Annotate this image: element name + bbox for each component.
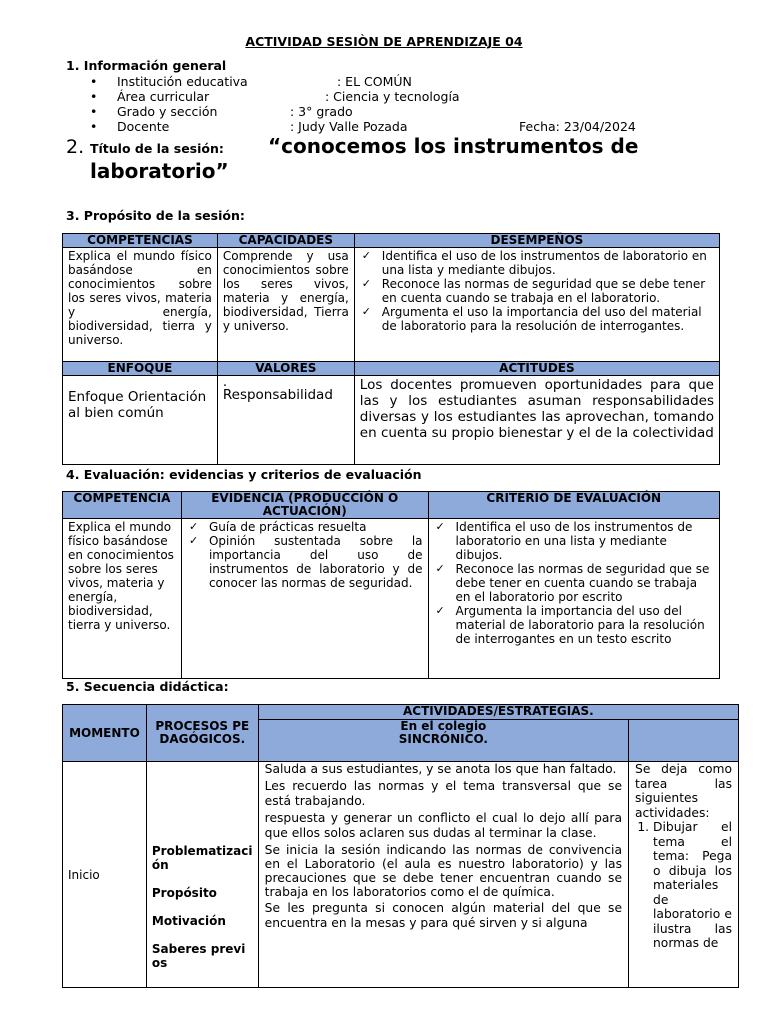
enfoque-header-row (63, 362, 720, 376)
header-desempenos: DESEMPEÑOS (354, 234, 719, 248)
purpose-table (62, 233, 720, 465)
tarea-cell (629, 762, 739, 988)
bullet-icon: • (90, 104, 98, 119)
check-icon: ✓ (188, 520, 199, 533)
header-valores: VALORES (217, 362, 354, 376)
header-evidencia: EVIDENCIA (PRODUCCIÓN O ACTUACIÓN) (181, 492, 428, 519)
info-label: Grado y sección (117, 104, 218, 119)
header-momento: MOMENTO (63, 705, 147, 762)
check-icon: ✓ (188, 534, 199, 547)
check-icon: ✓ (435, 562, 445, 575)
proceso-saberes: Saberes previos (151, 942, 246, 970)
criterio-item: ✓ Identifica el uso de los instrumentos de laboratorio en una lista y mediante dibujos. (435, 520, 693, 562)
evidencias-cell (181, 519, 428, 679)
desempeno-item: ✓ Reconoce las normas de seguridad que se debe tener en cuenta cuando se trabaja en el laboratorio. (361, 277, 706, 305)
proceso-motivacion: Motivación (151, 914, 226, 928)
proceso-problematizacion: Problematización (151, 844, 253, 872)
header-competencia: COMPETENCIA (63, 492, 182, 519)
actividades-cell (258, 762, 628, 988)
check-icon: ✓ (435, 604, 445, 617)
criterio-item: ✓ Argumenta la importancia del uso del material de laboratorio para la resolución de interrogantes en un testo escrito (435, 604, 705, 646)
purpose-header-row (63, 234, 720, 248)
evaluation-row (63, 519, 720, 679)
enfoque-row (63, 376, 720, 465)
inicio-row (63, 762, 739, 988)
header-competencias: COMPETENCIAS (63, 234, 218, 248)
actividad-p3: respuesta y generar un conflicto el cual lo dejo allí para que ellos solos aclaren sus dudas al terminar la clase. (264, 811, 623, 840)
section-5-heading: 5. Secuencia didáctica: (66, 679, 229, 694)
header-capacidades: CAPACIDADES (217, 234, 354, 248)
info-label: Área curricular (117, 89, 210, 104)
desempenos-cell (354, 248, 719, 362)
section-3-heading: 3. Propósito de la sesión: (66, 208, 245, 223)
info-value: : Judy Valle Pozada (290, 119, 408, 134)
enfoque-cell: Enfoque Orientación al bien común (63, 376, 218, 465)
criterio-item: ✓ Reconoce las normas de seguridad que se debe tener en cuenta cuando se trabaja en el laboratorio por escrito (435, 562, 710, 604)
date-text: Fecha: 23/04/2024 (519, 119, 636, 134)
document-title: ACTIVIDAD SESIÒN DE APRENDIZAJE 04 (245, 34, 523, 49)
proceso-proposito: Propósito (151, 886, 217, 900)
evidencia-item: ✓ Guía de prácticas resuelta (188, 520, 367, 534)
info-label: Docente (117, 119, 170, 134)
bullet-icon: • (90, 89, 98, 104)
eval-competencia-cell: Explica el mundo físico basándose en conocimientos sobre los seres vivos, materia y energía, biodiversidad, tierra y universo. (63, 519, 182, 679)
actividad-p4: Se inicia la sesión indicando las normas de convivencia en el Laboratorio (el aula es nuestro laboratorio) y las precauciones que se debe tener encuentran cuando se trabaja en los laboratorios como el de química. (264, 843, 623, 899)
desempeno-item: ✓ Identifica el uso de los instrumentos de laboratorio en una lista y mediante dibujos. (361, 249, 707, 277)
actividad-p5: Se les pregunta si conocen algún material del que se encuentra en la mesas y para qué sirven y si alguna (264, 901, 623, 930)
check-icon: ✓ (435, 520, 445, 533)
actitudes-cell: Los docentes promueven oportunidades para que las y los estudiantes asuman responsabilidades diversas y los estudiantes las aprovechan, tomando en cuenta su propio bienestar y el de la colectividad (354, 376, 719, 465)
check-icon: ✓ (361, 277, 372, 290)
header-empty (629, 720, 739, 762)
session-title-line2: laboratorio” (90, 159, 229, 183)
info-value: : Ciencia y tecnología (325, 89, 460, 104)
actividad-p1: Saluda a sus estudiantes, y se anota los que han faltado. (264, 762, 617, 776)
info-value: : 3° grado (290, 104, 353, 119)
section-1-heading: 1. Información general (66, 58, 227, 73)
procesos-cell (146, 762, 258, 988)
header-criterio: CRITERIO DE EVALUACIÓN (428, 492, 719, 519)
section-4-heading: 4. Evaluación: evidencias y criterios de evaluación (66, 467, 422, 482)
evaluation-table (62, 491, 720, 679)
tarea-list (635, 820, 732, 951)
competencia-cell: Explica el mundo físico basándose en conocimientos sobre los seres vivos, materia y energía, biodiversidad, tierra y universo. (63, 248, 218, 362)
tarea-intro: Se deja como tarea las siguientes actividades: (635, 762, 732, 820)
header-enfoque: ENFOQUE (63, 362, 218, 376)
evaluation-header-row (63, 492, 720, 519)
sequence-table (62, 704, 739, 988)
capacidades-cell: Comprende y usa conocimientos sobre los seres vivos, materia y energía, biodiversidad, Tierra y universo. (217, 248, 354, 362)
header-actividades: ACTIVIDADES/ESTRATEGIAS. (258, 705, 738, 720)
info-label: Institución educativa (117, 74, 248, 89)
purpose-row (63, 248, 720, 362)
header-colegio: En el colegio SINCRÓNICO. (258, 720, 628, 762)
check-icon: ✓ (361, 305, 372, 318)
info-value: : EL COMÚN (337, 74, 412, 89)
evidencia-item: ✓ Opinión sustentada sobre la importancia del uso de instrumentos de laboratorio y de conocer las normas de seguridad. (188, 534, 423, 590)
session-title-line1: “conocemos los instrumentos de (268, 134, 639, 158)
check-icon: ✓ (361, 249, 372, 262)
momento-cell: Inicio (63, 762, 147, 988)
bullet-icon: • (90, 119, 98, 134)
session-title-label: Título de la sesión: (90, 141, 224, 156)
header-procesos: PROCESOS PEDAGÓGICOS. (146, 705, 258, 762)
section-2-number: 2. (66, 136, 85, 158)
sequence-header-row-1 (63, 705, 739, 720)
bullet-icon: • (90, 74, 98, 89)
actividad-p2: Les recuerdo las normas y el tema transversal que se está trabajando. (264, 779, 623, 808)
tarea-item: 1. Dibujar el tema el tema: Pega o dibuja los materiales de laboratorio e ilustra las normas de (653, 820, 732, 951)
header-actitudes: ACTITUDES (354, 362, 719, 376)
criterios-cell (428, 519, 719, 679)
valores-cell: . Responsabilidad (217, 376, 354, 465)
desempeno-item: ✓ Argumenta el uso la importancia del uso del material de laboratorio para la resolución de interrogantes. (361, 305, 702, 333)
